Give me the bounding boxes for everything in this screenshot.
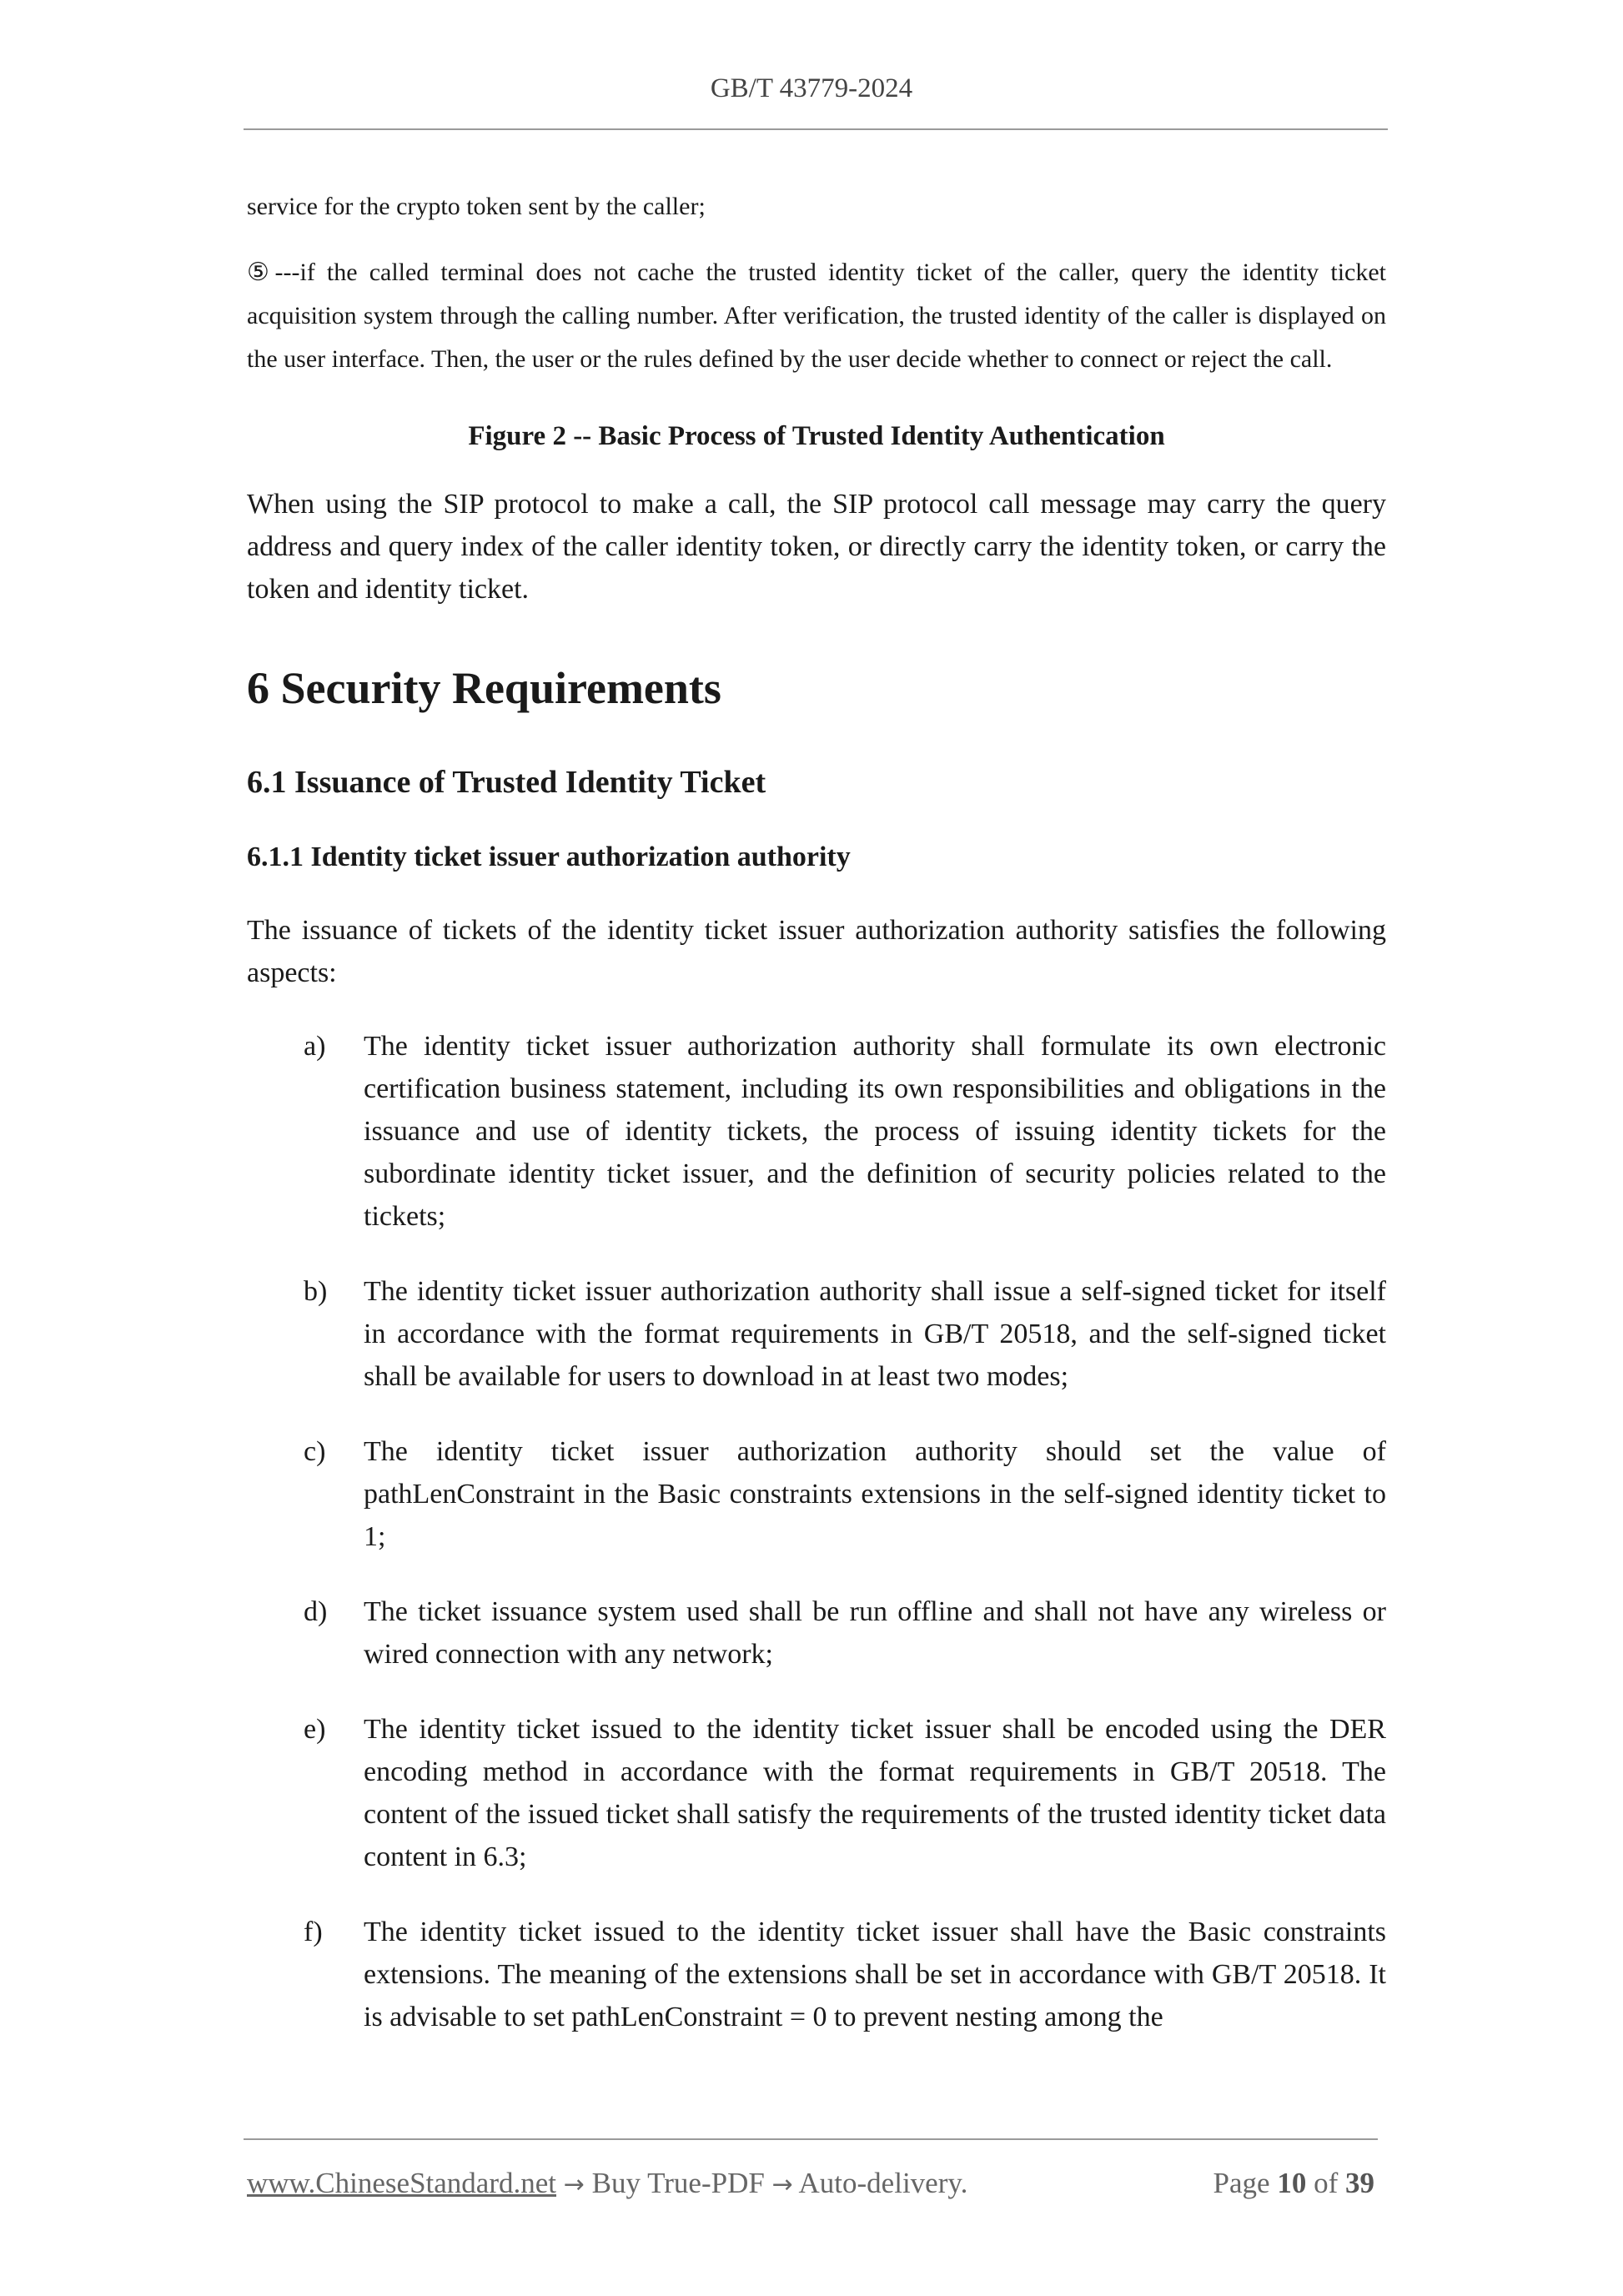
list-item-text: The identity ticket issuer authorization authority should set the value of pathLenConstraint in the Basic constraints extensions in the self-signed identity ticket to 1; (364, 1436, 1386, 1552)
list-item-marker: d) (304, 1596, 328, 1627)
of-label: of (1314, 2167, 1339, 2199)
list-item-marker: c) (304, 1436, 326, 1467)
step-5-paragraph: ⑤---if the called terminal does not cache the trusted identity ticket of the caller, query the identity ticket acquisition system through the calling number. After verification, the trusted identity of the caller is displayed on the user interface. Then, the user or the rules defined by the user decide whether to connect or reject the call. (247, 259, 1386, 373)
list-item-text: The identity ticket issuer authorization authority shall issue a self-signed ticket for itself in accordance with the format requirements in GB/T 20518, and the self-signed ticket shall be available for users to download in at least two modes; (364, 1276, 1386, 1392)
list-item (247, 1270, 1386, 1398)
page-indicator (1213, 2163, 1374, 2204)
section-6-heading: 6 Security Requirements (247, 663, 721, 713)
page-footer (247, 2163, 1381, 2204)
page-content (247, 185, 1386, 2038)
list-item (247, 1708, 1386, 1878)
list-item-text: The identity ticket issued to the identity ticket issuer shall be encoded using the DER encoding method in accordance with the format requirements in GB/T 20518. The content of the issued ticket shall satisfy the requirements of the trusted identity ticket data content in 6.3; (364, 1714, 1386, 1872)
list-item (247, 1590, 1386, 1676)
list-item-marker: b) (304, 1276, 328, 1307)
document-code-header: GB/T 43779-2024 (710, 73, 913, 103)
website-link[interactable]: www.ChineseStandard.net (247, 2167, 556, 2199)
list-item (247, 1025, 1386, 1238)
header-divider (244, 128, 1388, 130)
list-item-text: The identity ticket issued to the identity ticket issuer shall have the Basic constraints extensions. The meaning of the extensions shall be set in accordance with GB/T 20518. It is advisable to set pathLenConstraint = 0 to prevent nesting among the (364, 1917, 1386, 2032)
section-6-1-heading: 6.1 Issuance of Trusted Identity Ticket (247, 765, 766, 800)
right-arrow-icon: → (771, 2170, 793, 2199)
list-item-marker: e) (304, 1714, 326, 1745)
footer-divider (244, 2138, 1378, 2140)
section-6-1-1-heading: 6.1.1 Identity ticket issuer authorization authority (247, 842, 851, 872)
total-pages-number: 39 (1345, 2167, 1374, 2199)
sip-paragraph: When using the SIP protocol to make a call, the SIP protocol call message may carry the query address and query index of the caller identity token, or directly carry the identity token, or carry the token and identity ticket. (247, 489, 1386, 605)
figure-caption: Figure 2 -- Basic Process of Trusted Identity Authentication (468, 421, 1165, 451)
buy-true-pdf-text: Buy True-PDF (591, 2167, 765, 2199)
list-item-marker: a) (304, 1031, 326, 1062)
list-item-text: The ticket issuance system used shall be run offline and shall not have any wireless or wired connection with any network; (364, 1596, 1386, 1670)
right-arrow-icon: → (563, 2170, 585, 2199)
page-label: Page (1213, 2167, 1270, 2199)
list-item-text: The identity ticket issuer authorization authority shall formulate its own electronic certification business statement, including its own responsibilities and obligations in the issuance and use of identity tickets, the process of issuing identity tickets for the subordinate identity ticket issuer, and the definition of security policies related to the tickets; (364, 1031, 1386, 1232)
current-page-number: 10 (1277, 2167, 1307, 2199)
section-6-1-1-intro: The issuance of tickets of the identity ticket issuer authorization authority satisfies the following aspects: (247, 915, 1386, 988)
continuation-paragraph: service for the crypto token sent by the caller; (247, 193, 706, 220)
list-item (247, 1430, 1386, 1558)
list-item (247, 1911, 1386, 2038)
requirements-list (247, 1025, 1386, 2038)
list-item-marker: f) (304, 1917, 323, 1947)
auto-delivery-text: Auto-delivery. (798, 2167, 968, 2199)
